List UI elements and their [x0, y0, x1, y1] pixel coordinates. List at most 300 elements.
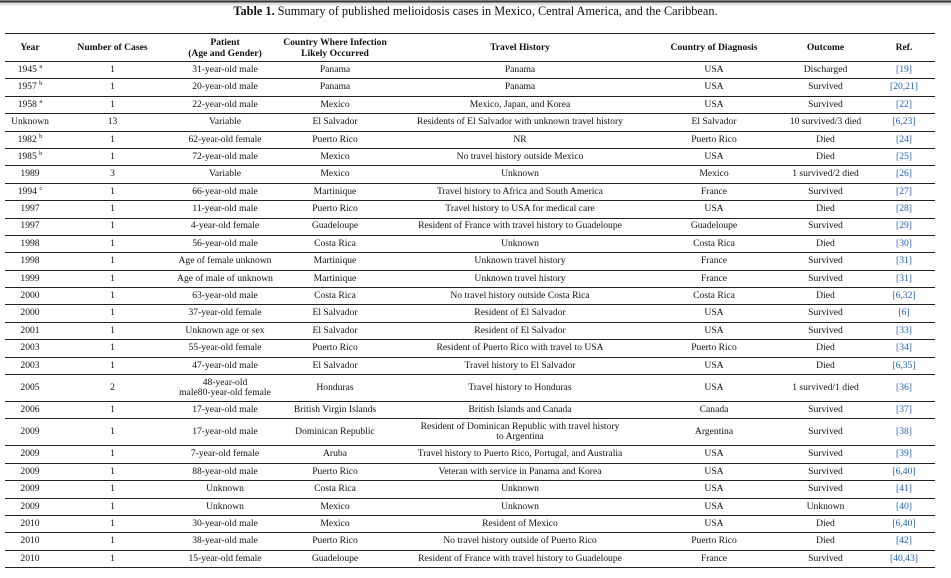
cell-year [5, 270, 55, 287]
cell-year-text: 1982 [17, 133, 37, 145]
cell-cases [55, 340, 170, 357]
cell-country-infection-text: Puerto Rico [312, 465, 358, 477]
cell-year-text: 1945 [17, 63, 37, 75]
cell-ref [873, 148, 935, 165]
table-row [5, 322, 935, 339]
cell-ref-text[interactable]: [26] [896, 168, 912, 180]
cell-cases-text: 1 [110, 272, 115, 284]
cell-cases-text: 1 [110, 342, 115, 354]
table-caption [0, 4, 951, 18]
cell-travel-history [390, 131, 650, 148]
cell-travel-history [390, 419, 650, 446]
table-row [5, 270, 935, 287]
cell-country-infection-text: Costa Rica [314, 290, 356, 302]
cell-travel-history-text: Resident of El Salvador [474, 307, 566, 319]
cell-travel-history-text: Travel history to USA for medical care [445, 203, 595, 215]
cell-travel-history [390, 62, 650, 79]
cell-outcome [778, 218, 873, 235]
cell-country-diagnosis-text: USA [704, 203, 724, 215]
cell-patient-text: 30-year-old male [192, 517, 258, 529]
cell-travel-history-text: Travel history to El Salvador [464, 359, 576, 371]
cell-cases-text: 1 [110, 483, 115, 495]
cell-travel-history [390, 305, 650, 322]
cell-year-text: 1994 [17, 185, 37, 197]
cell-ref [873, 166, 935, 183]
cell-patient [170, 183, 280, 200]
cell-year [5, 253, 55, 270]
cell-cases [55, 550, 170, 567]
cell-travel-history-text: Resident of Mexico [482, 517, 558, 529]
cell-travel-history [390, 253, 650, 270]
cell-country-infection [280, 340, 390, 357]
cell-travel-history-text: Travel history to Puerto Rico, Portugal, and Australia [417, 448, 623, 460]
cell-country-diagnosis [650, 419, 778, 446]
cell-cases [55, 62, 170, 79]
cell-patient [170, 533, 280, 550]
cell-country-diagnosis [650, 550, 778, 567]
cell-country-infection [280, 114, 390, 131]
cell-year [5, 218, 55, 235]
cell-travel-history-text: Resident of El Salvador [474, 324, 566, 336]
cell-year [5, 357, 55, 374]
cell-year-text: 2006 [20, 403, 40, 415]
cell-ref-text[interactable]: [6,32] [892, 290, 916, 302]
cell-country-infection [280, 446, 390, 463]
column-header-line1: Patient [210, 36, 240, 48]
column-header-travel-history [390, 34, 650, 62]
cell-ref-text[interactable]: [6,35] [892, 359, 916, 371]
cell-year [5, 288, 55, 305]
cell-ref-text[interactable]: [31] [896, 255, 912, 267]
cell-outcome-text: Survived [808, 324, 843, 336]
cell-ref [873, 96, 935, 113]
cell-patient [170, 148, 280, 165]
cell-travel-history-text: No travel history outside of Puerto Rico [443, 535, 597, 547]
cell-country-diagnosis [650, 305, 778, 322]
cell-outcome-text: Survived [808, 272, 843, 284]
table-row [5, 235, 935, 252]
cell-country-infection [280, 131, 390, 148]
cell-country-infection-text: Martinique [313, 272, 357, 284]
cell-patient-text: 20-year-old male [192, 81, 258, 93]
cell-ref [873, 340, 935, 357]
cell-year [5, 375, 55, 402]
cell-country-diagnosis [650, 375, 778, 402]
melioidosis-cases-table [5, 33, 935, 568]
cell-country-diagnosis-text: Canada [699, 403, 729, 415]
cell-year [5, 201, 55, 218]
cell-country-diagnosis [650, 402, 778, 419]
cell-patient [170, 305, 280, 322]
cell-cases [55, 402, 170, 419]
cell-travel-history [390, 375, 650, 402]
cell-ref [873, 550, 935, 567]
cell-country-infection-text: El Salvador [312, 359, 358, 371]
cell-outcome [778, 419, 873, 446]
cell-outcome [778, 481, 873, 498]
cell-year-text: Unknown [11, 116, 49, 128]
cell-travel-history-text: Panama [504, 81, 536, 93]
cell-outcome-text: Survived [808, 255, 843, 267]
cell-cases-text: 3 [110, 168, 115, 180]
cell-patient-text: 4-year-old female [190, 220, 260, 232]
cell-outcome [778, 183, 873, 200]
cell-outcome-text: Survived [808, 220, 843, 232]
cell-country-diagnosis-text: Puerto Rico [691, 342, 737, 354]
cell-outcome [778, 96, 873, 113]
cell-country-diagnosis [650, 218, 778, 235]
cell-patient-text: 31-year-old male [192, 63, 258, 75]
cell-outcome [778, 402, 873, 419]
cell-cases-text: 13 [107, 116, 118, 128]
cell-year [5, 419, 55, 446]
cell-cases [55, 79, 170, 96]
cell-country-infection [280, 166, 390, 183]
cell-patient-text: Variable [209, 168, 241, 180]
column-header-country-infection [280, 34, 390, 62]
cell-outcome-text: Died [816, 535, 835, 547]
cell-ref-text[interactable]: [41] [896, 483, 912, 495]
cell-year [5, 340, 55, 357]
cell-cases-text: 1 [110, 535, 115, 547]
cell-outcome-text: Died [816, 517, 835, 529]
cell-outcome-text: Survived [808, 307, 843, 319]
cell-country-diagnosis-text: Guadeloupe [690, 220, 738, 232]
cell-country-diagnosis-text: USA [704, 307, 724, 319]
cell-patient [170, 201, 280, 218]
cell-patient [170, 166, 280, 183]
cell-year-text: 1958 [17, 98, 37, 110]
cell-year [5, 183, 55, 200]
cell-patient [170, 340, 280, 357]
cell-travel-history [390, 402, 650, 419]
cell-ref-text[interactable]: [22] [896, 98, 912, 110]
cell-patient-text: Unknown age or sex [185, 324, 265, 336]
cell-cases [55, 114, 170, 131]
table-row [5, 419, 935, 446]
cell-cases [55, 419, 170, 446]
cell-outcome [778, 253, 873, 270]
cell-year [5, 446, 55, 463]
cell-outcome [778, 62, 873, 79]
cell-cases-text: 1 [110, 81, 115, 93]
cell-outcome-text: Died [816, 342, 835, 354]
cell-travel-history-text: No travel history outside Costa Rica [450, 290, 590, 302]
cell-outcome-text: 1 survived/1 died [792, 381, 859, 393]
cell-patient [170, 218, 280, 235]
cell-travel-history-text: Veteran with service in Panama and Korea [438, 465, 602, 477]
cell-country-infection-text: Mexico [320, 168, 350, 180]
cell-ref-text[interactable]: [42] [896, 535, 912, 547]
cell-cases [55, 498, 170, 515]
cell-ref-text[interactable]: [20,21] [890, 81, 918, 93]
cell-patient [170, 288, 280, 305]
cell-cases [55, 375, 170, 402]
cell-outcome-text: Survived [808, 483, 843, 495]
cell-patient-text: 17-year-old male [192, 403, 258, 415]
cell-year [5, 515, 55, 532]
cell-ref [873, 322, 935, 339]
cell-year-text: 2010 [20, 517, 40, 529]
cell-year-text: 2003 [20, 342, 40, 354]
cell-country-infection-text: Guadeloupe [311, 552, 359, 564]
cell-ref-text[interactable]: [25] [896, 150, 912, 162]
column-header-patient [170, 34, 280, 62]
cell-patient [170, 235, 280, 252]
cell-country-infection [280, 419, 390, 446]
cell-patient-text-line2: male80-year-old female [179, 387, 271, 399]
cell-cases [55, 446, 170, 463]
cell-country-diagnosis [650, 79, 778, 96]
cell-year [5, 62, 55, 79]
cell-country-diagnosis-text: USA [704, 63, 724, 75]
cell-year [5, 463, 55, 480]
cell-travel-history-text: Unknown [501, 483, 539, 495]
cell-cases-text: 1 [110, 307, 115, 319]
cell-outcome-text: Survived [808, 465, 843, 477]
cell-cases [55, 357, 170, 374]
cell-patient-text: Unknown [206, 483, 244, 495]
cell-ref-text[interactable]: [6,40] [892, 517, 916, 529]
cell-cases [55, 96, 170, 113]
column-header-line1: Year [20, 42, 40, 53]
cell-patient-text: 66-year-old male [192, 185, 258, 197]
cell-travel-history [390, 96, 650, 113]
cell-travel-history-text: Resident of Dominican Republic with travel history [420, 420, 620, 432]
cell-ref-text[interactable]: [29] [896, 220, 912, 232]
cell-year-text: 2010 [20, 552, 40, 564]
cell-country-infection-text: Honduras [316, 381, 354, 393]
table-body [5, 62, 935, 568]
cell-ref-text[interactable]: [6,40] [892, 465, 916, 477]
cell-outcome [778, 166, 873, 183]
cell-patient [170, 419, 280, 446]
cell-ref-text[interactable]: [24] [896, 133, 912, 145]
cell-country-infection [280, 515, 390, 532]
cell-patient-text: Age of female unknown [178, 255, 272, 267]
cell-ref-text[interactable]: [40,43] [890, 552, 918, 564]
cell-patient-text: 47-year-old male [192, 359, 258, 371]
column-header-ref [873, 34, 935, 62]
cell-country-infection [280, 218, 390, 235]
cell-patient [170, 96, 280, 113]
cell-outcome [778, 550, 873, 567]
cell-year-text: 1999 [20, 272, 40, 284]
cell-patient-text: 7-year-old female [190, 448, 260, 460]
cell-outcome-text: Survived [808, 448, 843, 460]
cell-outcome [778, 148, 873, 165]
table-row [5, 96, 935, 113]
cell-cases [55, 481, 170, 498]
cell-ref-text[interactable]: [37] [896, 403, 912, 415]
cell-patient-text: 72-year-old male [192, 150, 258, 162]
cell-travel-history-text: Travel history to Honduras [468, 381, 572, 393]
cell-travel-history-text: Travel history to Africa and South America [437, 185, 603, 197]
cell-country-diagnosis [650, 201, 778, 218]
table-row [5, 131, 935, 148]
cell-country-infection [280, 550, 390, 567]
cell-ref-text[interactable]: [34] [896, 342, 912, 354]
cell-year-text: 1989 [20, 168, 40, 180]
cell-country-infection [280, 288, 390, 305]
cell-outcome [778, 446, 873, 463]
column-header-line1: Country of Diagnosis [670, 42, 758, 53]
cell-cases [55, 131, 170, 148]
cell-country-diagnosis-text: USA [704, 465, 724, 477]
cell-country-infection-text: Mexico [320, 150, 350, 162]
cell-outcome-text: Survived [808, 185, 843, 197]
cell-year [5, 533, 55, 550]
table-row [5, 402, 935, 419]
cell-country-diagnosis-text: France [700, 272, 728, 284]
cell-ref-text[interactable]: [27] [896, 185, 912, 197]
cell-country-infection [280, 62, 390, 79]
cell-year-text: 2010 [20, 535, 40, 547]
cell-travel-history [390, 550, 650, 567]
cell-patient [170, 114, 280, 131]
cell-travel-history [390, 218, 650, 235]
cell-ref-text[interactable]: [33] [896, 324, 912, 336]
cell-ref-text[interactable]: [28] [896, 203, 912, 215]
cell-patient-text: 88-year-old male [192, 465, 258, 477]
caption-label: Table 1. [233, 4, 275, 18]
cell-ref-text[interactable]: [31] [896, 272, 912, 284]
column-header-line1: Country Where Infection [283, 36, 387, 48]
cell-ref [873, 515, 935, 532]
cell-country-infection [280, 402, 390, 419]
cell-year-text: 1998 [20, 255, 40, 267]
cell-country-infection-text: Mexico [320, 98, 350, 110]
cell-outcome [778, 270, 873, 287]
cell-country-infection-text: Puerto Rico [312, 133, 358, 145]
cell-travel-history-text: Unknown travel history [474, 255, 566, 267]
cell-country-infection [280, 96, 390, 113]
cell-country-infection-text: Dominican Republic [295, 426, 375, 438]
cell-cases-text: 1 [110, 290, 115, 302]
cell-country-diagnosis-text: USA [704, 517, 724, 529]
cell-travel-history [390, 183, 650, 200]
cell-ref-text[interactable]: [40] [896, 500, 912, 512]
table-row [5, 533, 935, 550]
cell-patient [170, 253, 280, 270]
cell-year [5, 498, 55, 515]
cell-patient-text: Variable [209, 116, 241, 128]
cell-outcome-text: Survived [808, 98, 843, 110]
cell-country-infection [280, 79, 390, 96]
cell-ref-text[interactable]: [38] [896, 426, 912, 438]
cell-outcome [778, 498, 873, 515]
cell-country-diagnosis [650, 183, 778, 200]
cell-patient-text: 56-year-old male [192, 237, 258, 249]
cell-cases-text: 1 [110, 403, 115, 415]
cell-ref-text[interactable]: [6] [898, 307, 910, 319]
cell-year [5, 79, 55, 96]
cell-year [5, 166, 55, 183]
cell-country-infection [280, 183, 390, 200]
cell-patient-text: 22-year-old male [192, 98, 258, 110]
cell-country-diagnosis [650, 62, 778, 79]
cell-cases-text: 1 [110, 133, 115, 145]
cell-country-infection [280, 322, 390, 339]
cell-country-diagnosis [650, 131, 778, 148]
cell-travel-history [390, 79, 650, 96]
cell-ref [873, 463, 935, 480]
cell-ref-text[interactable]: [36] [896, 381, 912, 393]
cell-patient-text: 63-year-old male [192, 290, 258, 302]
cell-cases-text: 1 [110, 98, 115, 110]
cell-year-text: 2009 [20, 426, 40, 438]
cell-travel-history [390, 166, 650, 183]
cell-year [5, 235, 55, 252]
cell-ref [873, 114, 935, 131]
cell-travel-history-text: Resident of France with travel history to Guadeloupe [418, 220, 622, 232]
cell-ref-text[interactable]: [30] [896, 237, 912, 249]
cell-cases [55, 270, 170, 287]
cell-country-diagnosis-text: USA [704, 500, 724, 512]
cell-country-infection-text: Aruba [323, 448, 347, 460]
cell-cases-text: 1 [110, 150, 115, 162]
cell-outcome [778, 322, 873, 339]
cell-outcome [778, 305, 873, 322]
cell-country-diagnosis-text: USA [704, 483, 724, 495]
cell-travel-history-text: Unknown [501, 500, 539, 512]
cell-year [5, 481, 55, 498]
cell-outcome [778, 201, 873, 218]
cell-patient [170, 446, 280, 463]
cell-cases [55, 533, 170, 550]
cell-year-text: 1998 [20, 237, 40, 249]
cell-country-infection [280, 270, 390, 287]
cell-year [5, 148, 55, 165]
table-row [5, 166, 935, 183]
cell-cases [55, 183, 170, 200]
cell-country-infection [280, 235, 390, 252]
cell-ref [873, 498, 935, 515]
table-row [5, 550, 935, 567]
cell-country-diagnosis [650, 166, 778, 183]
cell-year [5, 114, 55, 131]
table-row [5, 498, 935, 515]
column-header-line1: Outcome [806, 42, 845, 53]
cell-year-text: 1985 [17, 150, 37, 162]
cell-country-infection-text: Costa Rica [314, 483, 356, 495]
cell-country-diagnosis [650, 114, 778, 131]
cell-patient-text: 11-year-old male [192, 203, 258, 215]
cell-ref-text[interactable]: [39] [896, 448, 912, 460]
cell-ref [873, 305, 935, 322]
cell-patient [170, 550, 280, 567]
cell-ref-text[interactable]: [6,23] [892, 116, 916, 128]
cell-ref [873, 183, 935, 200]
cell-ref-text[interactable]: [19] [896, 63, 912, 75]
cell-cases [55, 253, 170, 270]
column-header-line2: (Age and Gender) [188, 47, 262, 59]
cell-country-diagnosis-text: USA [704, 98, 724, 110]
cell-cases [55, 305, 170, 322]
cell-patient [170, 515, 280, 532]
cell-year [5, 305, 55, 322]
cell-travel-history [390, 498, 650, 515]
cell-travel-history [390, 515, 650, 532]
cell-year-text: 2009 [20, 483, 40, 495]
cell-country-diagnosis-text: France [700, 185, 728, 197]
cell-country-infection-text: British Virgin Islands [293, 403, 377, 415]
footnote-marker: c [39, 184, 43, 192]
cell-travel-history [390, 446, 650, 463]
cell-outcome [778, 357, 873, 374]
cell-country-diagnosis-text: Puerto Rico [691, 535, 737, 547]
cell-country-diagnosis-text: Mexico [699, 168, 729, 180]
